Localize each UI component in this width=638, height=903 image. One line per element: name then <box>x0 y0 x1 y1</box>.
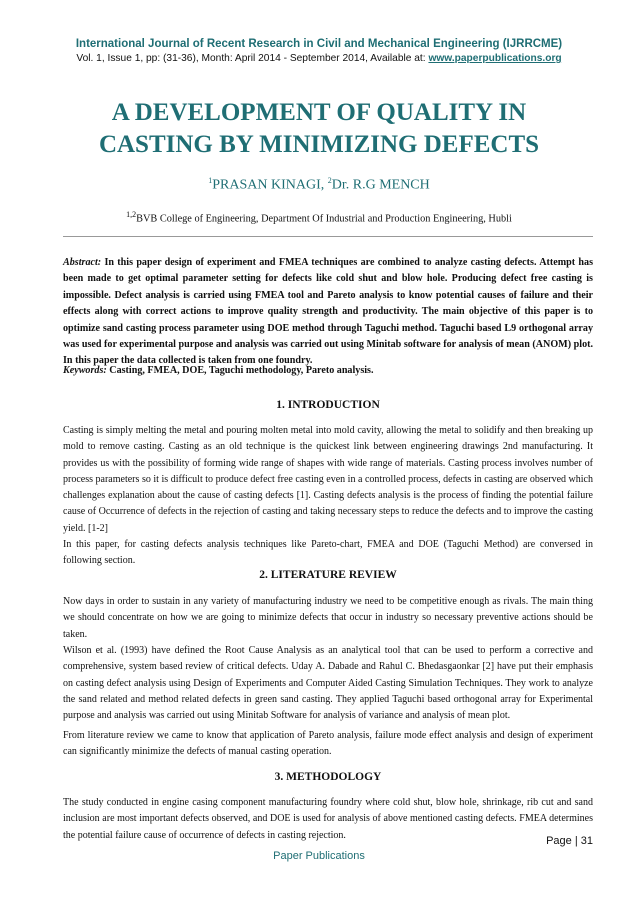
section-heading-introduction: 1. INTRODUCTION <box>276 399 380 411</box>
affiliation-text: BVB College of Engineering, Department Of Industrial and Production Engineering, Hubli <box>136 213 512 225</box>
method-paragraph-1: The study conducted in engine casing component manufacturing foundry where cold shut, blow hole, shrinkage, rib cut and sand inclusion are most important defects observed, and DOE is used for analysis of above mentioned casting defects. FMEA determines the potential failure cause of occurrence of defects in casting rejection. <box>63 797 593 841</box>
author-2: Dr. R.G MENCH <box>331 177 430 193</box>
abstract <box>63 255 593 370</box>
keywords-text: Casting, FMEA, DOE, Taguchi methodology, Pareto analysis. <box>106 365 374 376</box>
abstract-text: In this paper design of experiment and FMEA techniques are combined to analyze casting defects. Attempt has been made to get optimal parameter setting for defects like cold shut and blow hole. Producing defect free casting is impossible. Defect analysis is carried using FMEA tool and Pareto analysis to know potential causes of failure and their effects along with correct actions to improve quality strength and productivity. The main objective of this paper is to optimize sand casting process parameter using DOE method through Taguchi method. Taguchi based L9 orthogonal array was used for experimental purpose and analysis was carried out using Minitab software for analysis of mean (ANOM) plot. In this paper the data collected is taken from one foundry. <box>63 257 593 367</box>
lit-paragraph-1: Now days in order to sustain in any variety of manufacturing industry we need to be competitive enough as rivals. The main thing we should concentrate on how we are going to minimize defects that occur in industry so necessary preventive actions should be taken. <box>63 596 593 640</box>
author-sup-2: 2 <box>327 176 332 185</box>
section-heading-methodology: 3. METHODOLOGY <box>274 771 382 783</box>
issue-info <box>0 53 638 64</box>
issue-text: Vol. 1, Issue 1, pp: (31-36), Month: April 2014 - September 2014, Available at: <box>76 53 426 64</box>
author-1: PRASAN KINAGI, <box>212 177 328 193</box>
journal-header <box>0 38 638 64</box>
title-line-1: A DEVELOPMENT OF QUALITY IN <box>111 99 527 126</box>
section-heading-literature-review: 2. LITERATURE REVIEW <box>259 569 397 581</box>
lit-paragraph-2: Wilson et al. (1993) have defined the Root Cause Analysis as an analytical tool that can be used to perform a corrective and comprehensive, system based review of critical defects. Uday A. Dabade and Rahul C. Bhedasgaonkar [2] have put their emphasis on casting defect analysis using Design of Experiments and Computer Aided Casting Simulation Techniques. They work to analyze the sand related and method related defects in green sand casting. They applied Taguchi based orthogonal array for Experimental purpose and analysis was carried out using Minitab Software for analysis of variance and analysis of mean plot. <box>63 645 593 722</box>
affiliation <box>0 210 638 224</box>
author-sup-1: 1 <box>208 176 213 185</box>
title-line-2: CASTING BY MINIMIZING DEFECTS <box>98 131 540 158</box>
abstract-label: Abstract: <box>63 257 102 268</box>
divider <box>63 236 593 237</box>
keywords <box>63 365 593 376</box>
intro-paragraph-2: In this paper, for casting defects analysis techniques like Pareto-chart, FMEA and DOE (Taguchi Method) are conversed in following section. <box>63 539 593 567</box>
page-number: Page | 31 <box>546 835 593 847</box>
publisher-footer: Paper Publications <box>273 850 365 862</box>
journal-link[interactable]: www.paperpublications.org <box>428 53 562 64</box>
lit-paragraph-3: From literature review we came to know that application of Pareto analysis, failure mode effect analysis and design of experiment can significantly minimize the defects of manual casting operation. <box>63 730 593 758</box>
keywords-label: Keywords: <box>63 365 107 376</box>
intro-paragraph-1: Casting is simply melting the metal and pouring molten metal into mold cavity, allowing the metal to solidify and then breaking up mold to remove casting. Casting as an old technique is the quickest link between engineering drawings 2nd manufacturing. It provides us with the possibility of forming wide range of shapes with wide range of materials. Casting process involves number of process parameters so it is difficult to produce defect free casting even in a controlled process, defects in casting are observed which challenges explanation about the cause of casting defects [1]. Casting defects analysis is the process of finding the potential failure cause of Occurrence of defects in the rejection of casting and taking necessary steps to reduce the defects and to improve the casting yield. [1-2] <box>63 425 593 534</box>
affiliation-sup: 1,2 <box>126 210 137 219</box>
authors <box>0 176 638 194</box>
journal-name: International Journal of Recent Research in Civil and Mechanical Engineering (IJRRCME) <box>75 38 563 50</box>
paper-title <box>40 97 598 161</box>
